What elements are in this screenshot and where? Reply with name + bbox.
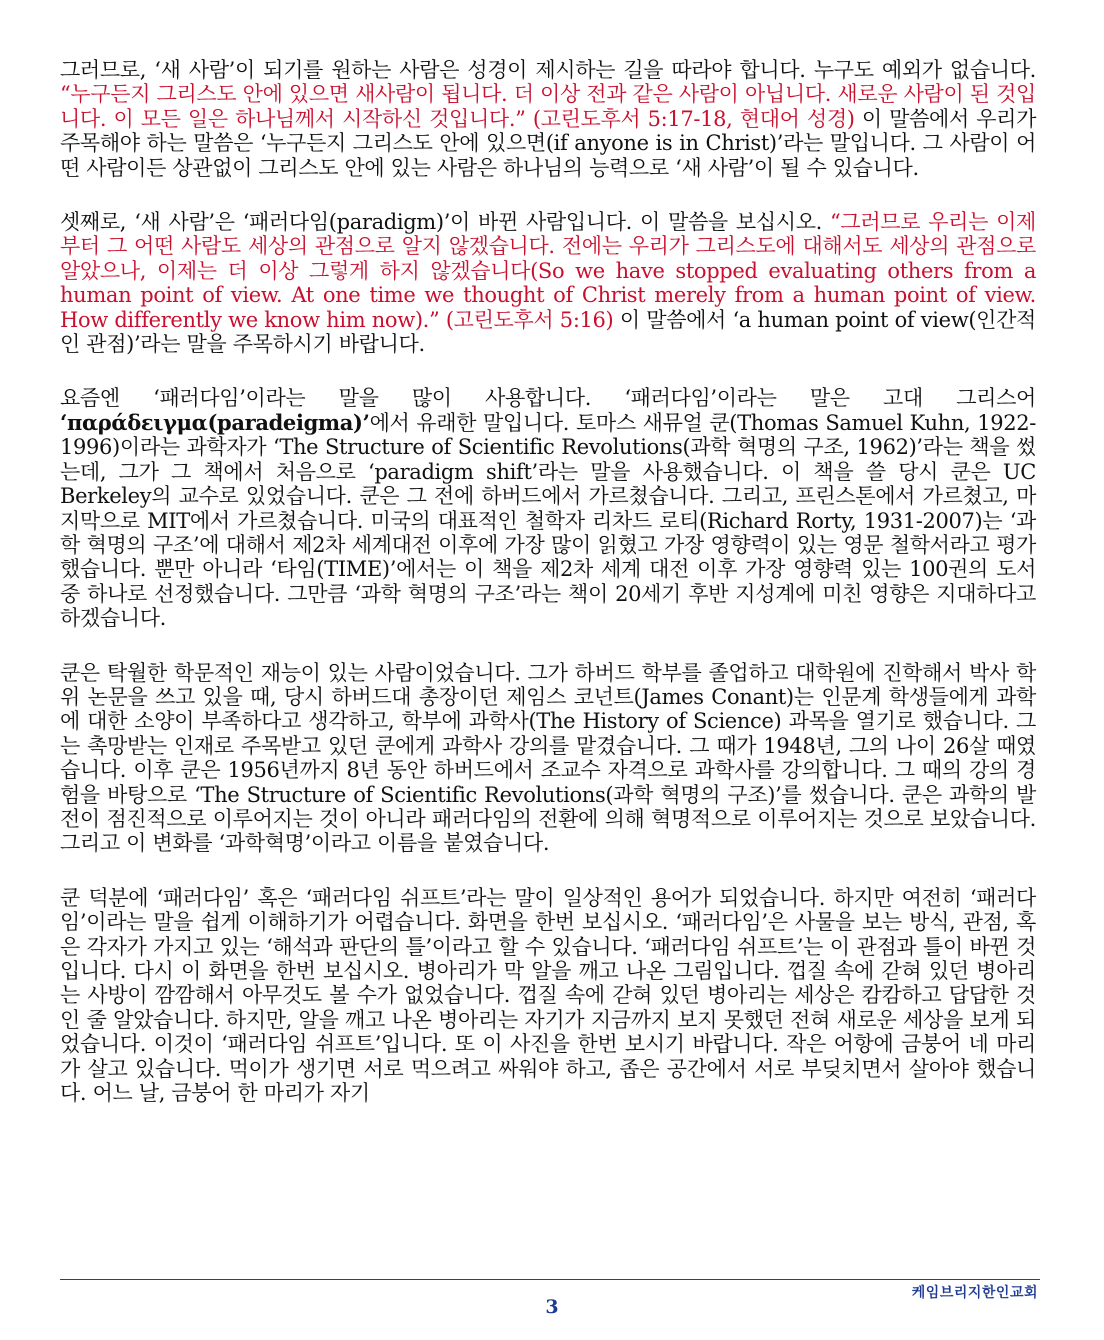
paragraph-1	[60, 58, 1036, 180]
footer-divider	[60, 1279, 1040, 1280]
paragraph-3	[60, 386, 1036, 630]
greek-term: ‘παράδειγμα(paradeigma)’	[60, 409, 370, 435]
church-name: 케임브리지한인교회	[911, 1285, 1038, 1301]
scripture-quote-2cor-5-16: “그러므로 우리는 이제부터 그 어떤 사람도 세상의 관점으로 알지 않겠습니다. 전에는 우리가 그리스도에 대해서도 세상의 관점으로 알았으나, 이제는 더 이상 그렇게 하지 않겠습니다(So we have stopped evaluating others from a human point of view. At one time we thought of Christ merely from a human point of view. How differently we know him now).” (고린도후서 5:16)	[60, 210, 1036, 332]
document-body	[60, 58, 1036, 1135]
paragraph-3-text-a: 요즘엔 ‘패러다임’이라는 말을 많이 사용합니다. ‘패러다임’이라는 말은 고대 그리스어	[60, 386, 1036, 411]
paragraph-2-text-b: 이 말씀에서 ‘a human point of view(인간적인 관점)’라는 말을 주목하시기 바랍니다.	[60, 307, 1036, 357]
paragraph-2-text-a: 셋째로, ‘새 사람’은 ‘패러다임(paradigm)’이 바뀐 사람입니다. 이 말씀을 보십시오.	[60, 210, 831, 235]
paragraph-1-text-b: 이 말씀에서 우리가 주목해야 하는 말씀은 ‘누구든지 그리스도 안에 있으면(if anyone is in Christ)’라는 말입니다. 그 사람이 어떤 사람이든 상관없이 그리스도 안에 있는 사람은 하나님의 능력으로 ‘새 사람’이 될 수 있습니다.	[60, 106, 1037, 180]
paragraph-1-text-a: 그러므로, ‘새 사람’이 되기를 원하는 사람은 성경이 제시하는 길을 따라야 합니다. 누구도 예외가 없습니다.	[60, 58, 1036, 82]
paragraph-2	[60, 210, 1036, 356]
scripture-quote-2cor-5-17: “누구든지 그리스도 안에 있으면 새사람이 됩니다. 더 이상 전과 같은 사람이 아닙니다. 새로운 사람이 된 것입니다. 이 모든 일은 하나님께서 시작하신 것입니다.” (고린도후서 5:17-18, 현대어 성경)	[60, 82, 1036, 131]
page-number: 3	[545, 1296, 559, 1318]
paragraph-3-text-b: 에서 유래한 말입니다. 토마스 새뮤얼 쿤(Thomas Samuel Kuhn, 1922-1996)이라는 과학자가 ‘The Structure of Scientific Revolutions(과학 혁명의 구조, 1962)’라는 책을 썼는데, 그가 그 책에서 처음으로 ‘paradigm shift’라는 말을 사용했습니다. 이 책을 쓸 당시 쿤은 UC Berkeley의 교수로 있었습니다. 쿤은 그 전에 하버드에서 가르쳤습니다. 그리고, 프린스톤에서 가르쳤고, 마지막으로 MIT에서 가르쳤습니다. 미국의 대표적인 철학자 리차드 로티(Richard Rorty, 1931-2007)는 ‘과학 혁명의 구조’에 대해서 제2차 세계대전 이후에 가장 많이 읽혔고 가장 영향력이 있는 영문 철학서라고 평가했습니다. 뿐만 아니라 ‘타임(TIME)’에서는 이 책을 제2차 세계 대전 이후 가장 영향력 있는 100권의 도서 중 하나로 선정했습니다. 그만큼 ‘과학 혁명의 구조’라는 책이 20세기 후반 지성계에 미친 영향은 지대하다고 하겠습니다.	[60, 410, 1036, 631]
paragraph-5: 쿤 덕분에 ‘패러다임’ 혹은 ‘패러다임 쉬프트’라는 말이 일상적인 용어가 되었습니다. 하지만 여전히 ‘패러다임’이라는 말을 쉽게 이해하기가 어렵습니다. 화면을 한번 보십시오. ‘패러다임’은 사물을 보는 방식, 관점, 혹은 각자가 가지고 있는 ‘해석과 판단의 틀’이라고 할 수 있습니다. ‘패러다임 쉬프트’는 이 관점과 틀이 바뀐 것입니다. 다시 이 화면을 한번 보십시오. 병아리가 막 알을 깨고 나온 그림입니다. 껍질 속에 갇혀 있던 병아리는 사방이 깜깜해서 아무것도 볼 수가 없었습니다. 껍질 속에 갇혀 있던 병아리는 세상은 캄캄하고 답답한 것인 줄 알았습니다. 하지만, 알을 깨고 나온 병아리는 자기가 지금까지 보지 못했던 전혀 새로운 세상을 보게 되었습니다. 이것이 ‘패러다임 쉬프트’입니다. 또 이 사진을 한번 보시기 바랍니다. 작은 어항에 금붕어 네 마리가 살고 있습니다. 먹이가 생기면 서로 먹으려고 싸워야 하고, 좁은 공간에서 서로 부딪치면서 살아야 했습니다. 어느 날, 금붕어 한 마리가 자기	[60, 885, 1036, 1106]
paragraph-4: 쿤은 탁월한 학문적인 재능이 있는 사람이었습니다. 그가 하버드 학부를 졸업하고 대학원에 진학해서 박사 학위 논문을 쓰고 있을 때, 당시 하버드대 총장이던 제임스 코넌트(James Conant)는 인문계 학생들에게 과학에 대한 소양이 부족하다고 생각하고, 학부에 과학사(The History of Science) 과목을 열기로 했습니다. 그는 촉망받는 인재로 주목받고 있던 쿤에게 과학사 강의를 맡겼습니다. 그 때가 1948년, 그의 나이 26살 때였습니다. 이후 쿤은 1956년까지 8년 동안 하버드에서 조교수 자격으로 과학사를 강의합니다. 그 때의 강의 경험을 바탕으로 ‘The Structure of Scientific Revolutions(과학 혁명의 구조)’를 썼습니다. 쿤은 과학의 발전이 점진적으로 이루어지는 것이 아니라 패러다임의 전환에 의해 혁명적으로 이루어지는 것으로 보았습니다. 그리고 이 변화를 ‘과학혁명’이라고 이름을 붙였습니다.	[60, 660, 1036, 856]
